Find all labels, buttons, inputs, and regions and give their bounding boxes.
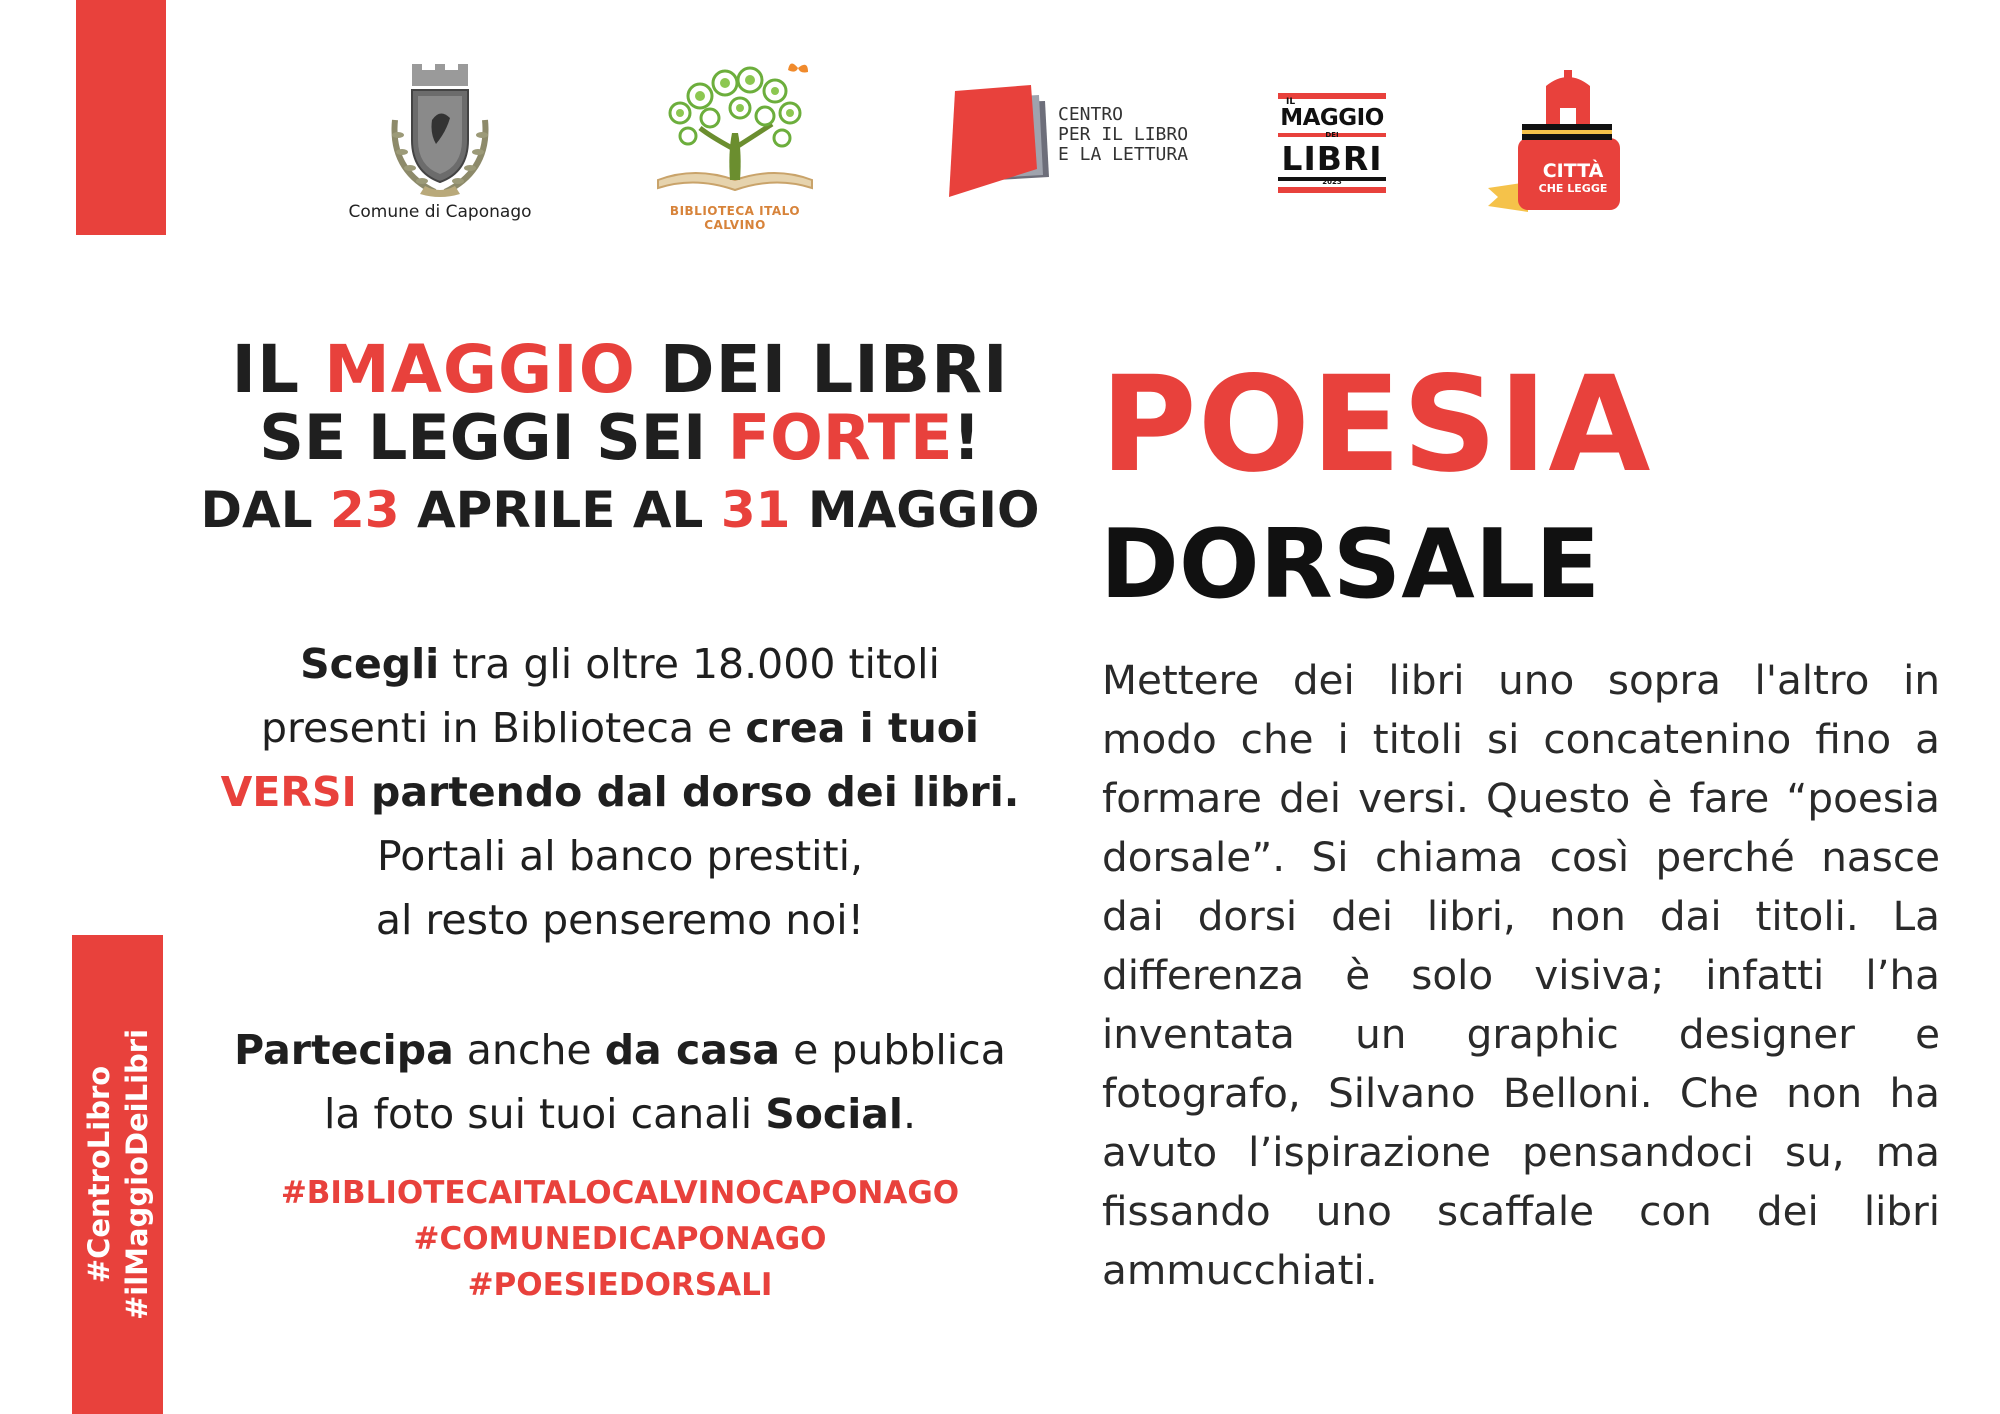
- logo-centro-per-il-libro: [945, 85, 1225, 200]
- para1-line-4: Portali al banco prestiti,: [376, 832, 864, 880]
- heading-dates: [190, 478, 1050, 542]
- heading-1-part-a: IL: [231, 331, 325, 408]
- dates-part-e: MAGGIO: [790, 481, 1040, 539]
- biblioteca-caption: BIBLIOTECA ITALO CALVINO: [669, 204, 801, 232]
- heading-se-leggi-sei-forte: [190, 400, 1050, 476]
- comune-caption: Comune di Caponago: [348, 202, 532, 222]
- heading-1-part-c: DEI LIBRI: [635, 331, 1009, 408]
- heading-2-part-a: SE LEGGI SEI: [259, 401, 728, 474]
- instructions-paragraph: [190, 632, 1050, 952]
- citta-word: CITTÀ: [1542, 160, 1604, 182]
- heading-maggio-dei-libri: [190, 330, 1050, 410]
- dates-part-a: DAL: [200, 481, 330, 539]
- participation-paragraph: [190, 1018, 1050, 1146]
- cepell-line-2: PER IL LIBRO: [1058, 124, 1189, 145]
- side-hashtag-centrolibro: #CentroLibro: [81, 1065, 116, 1284]
- para2-line-1: [190, 1018, 1050, 1082]
- hashtag-biblioteca: #BIBLIOTECAITALOCALVINOCAPONAGO: [280, 1175, 960, 1211]
- logo-citta-che-legge: [1488, 68, 1623, 213]
- para2-partecipa: Partecipa: [234, 1026, 454, 1074]
- coat-of-arms-icon: [340, 60, 540, 200]
- maggio-dei: DEI: [1325, 131, 1339, 139]
- para2-social: Social: [765, 1090, 903, 1138]
- heading-1-highlight: MAGGIO: [324, 331, 636, 408]
- para1-l3-bold: partendo dal dorso dei libri.: [356, 768, 1020, 816]
- date-end-day: 31: [720, 481, 791, 539]
- para1-line-5: al resto penseremo noi!: [375, 896, 865, 944]
- cepell-line-3: E LA LETTURA: [1058, 144, 1189, 165]
- poesia-dorsale-description: Mettere dei libri uno sopra l'altro in modo che i titoli si concatenino fino a formare dei versi. Questo è fare “poesia dorsale”. Si chiama così perché nasce dai dorsi dei libri, non dai titoli. La differenza è solo visiva; infatti l’ha inventata un graphic designer e fotografo, Silvano Belloni. Che non ha avuto l’ispirazione pensandoci su, ma fissando uno scaffale con dei libri ammucchiati.: [1102, 656, 1940, 1294]
- para1-l1-rest: tra gli oltre 18.000 titoli: [439, 640, 940, 688]
- stacked-pages-icon: [945, 85, 1055, 200]
- para2-l2-a: la foto sui tuoi canali: [323, 1090, 766, 1138]
- dates-part-c: APRILE AL: [399, 481, 721, 539]
- maggio-year: 2023: [1322, 178, 1342, 186]
- para2-line-2: [190, 1082, 1050, 1146]
- heading-2-highlight: FORTE: [727, 401, 953, 474]
- heading-2-part-c: !: [952, 401, 981, 474]
- para1-line-1: [190, 632, 1050, 696]
- para2-e-pubblica: e pubblica: [780, 1026, 1006, 1074]
- date-start-day: 23: [329, 481, 400, 539]
- hashtag-comune: #COMUNEDICAPONAGO: [413, 1221, 827, 1257]
- dorsale-subtitle: DORSALE: [1100, 510, 1601, 620]
- para1-versi: VERSI: [220, 768, 357, 816]
- maggio-word: MAGGIO: [1280, 105, 1384, 131]
- che-legge-word: CHE LEGGE: [1538, 182, 1608, 195]
- para2-da-casa: da casa: [604, 1026, 781, 1074]
- logo-maggio-dei-libri: [1278, 93, 1386, 193]
- para2-period: .: [902, 1090, 917, 1138]
- para2-anche: anche: [453, 1026, 605, 1074]
- logo-biblioteca-italo-calvino: [640, 58, 830, 232]
- tree-book-icon: [640, 58, 830, 198]
- para1-line-2: [190, 696, 1050, 760]
- side-hashtag-band: [72, 935, 163, 1414]
- hashtag-poesiedorsali: #POESIEDORSALI: [467, 1267, 773, 1303]
- para1-line-3: [190, 760, 1050, 824]
- hashtag-list: [190, 1170, 1050, 1308]
- maggio-il: IL: [1286, 97, 1296, 107]
- logo-comune-caponago: [340, 60, 540, 230]
- side-hashtag-maggiodeilibri: #ilMaggioDeiLibri: [119, 1028, 154, 1321]
- top-red-bar: [76, 0, 166, 235]
- maggio-libri: LIBRI: [1281, 139, 1383, 178]
- poesia-title: POESIA: [1100, 348, 1652, 502]
- para1-crea-i-tuoi: crea i tuoi: [745, 704, 979, 752]
- para1-l2-a: presenti in Biblioteca e: [261, 704, 746, 752]
- para1-scegli: Scegli: [300, 640, 440, 688]
- cepell-line-1: CENTRO: [1058, 104, 1124, 125]
